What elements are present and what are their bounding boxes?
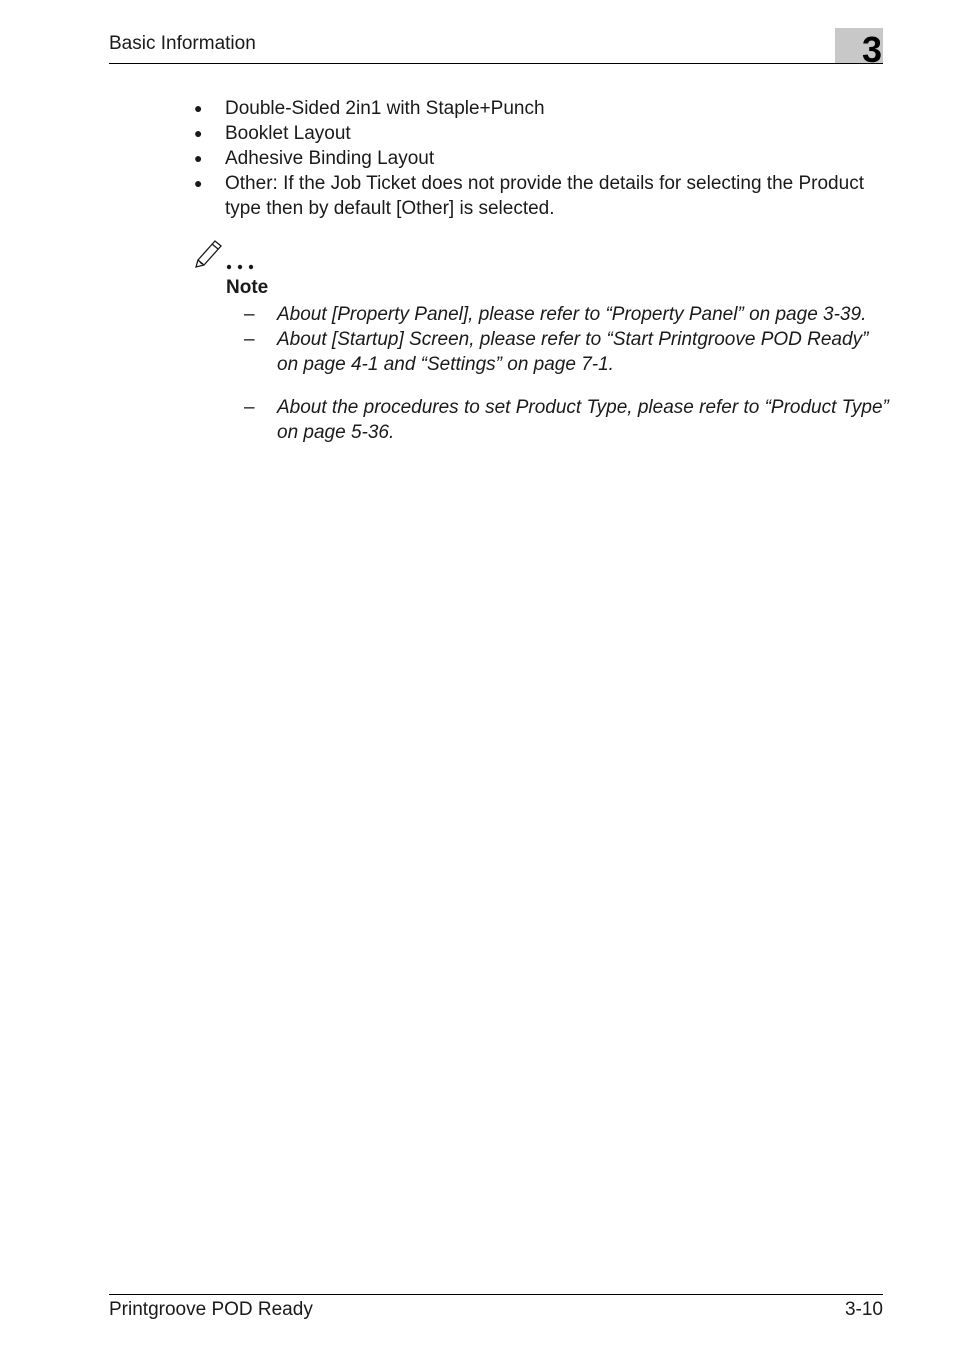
bullet-icon: ● — [194, 175, 203, 191]
note-item — [244, 302, 894, 327]
pencil-note-icon — [195, 234, 265, 274]
bullet-icon: ● — [194, 150, 203, 166]
note-item-text: About [Startup] Screen, please refer to “Start Printgroove POD Ready” on page 4-1 and “Settings” on page 7-1. — [277, 329, 869, 375]
product-name: Printgroove POD Ready — [109, 1299, 313, 1320]
bullet-icon: ● — [194, 125, 203, 141]
list-item-text: Double-Sided 2in1 with Staple+Punch — [225, 98, 545, 119]
note-item-text: About the procedures to set Product Type, please refer to “Product Type” on page 5-36. — [277, 397, 889, 443]
list-item-text: Booklet Layout — [225, 123, 351, 144]
list-item — [194, 121, 884, 146]
dash-icon: – — [244, 304, 255, 325]
note-item — [244, 327, 894, 377]
chapter-number-badge: 3 — [835, 28, 883, 63]
list-item-text: Other: If the Job Ticket does not provide the details for selecting the Product type then by default [Other] is selected. — [225, 173, 864, 219]
note-list — [244, 302, 894, 445]
page-footer — [109, 1294, 883, 1320]
note-item — [244, 395, 894, 445]
note-heading: Note — [226, 277, 269, 298]
dash-icon: – — [244, 397, 255, 418]
list-item — [194, 171, 884, 221]
section-title: Basic Information — [109, 33, 256, 54]
bullet-icon: ● — [194, 100, 203, 116]
list-item — [194, 96, 884, 121]
list-item-text: Adhesive Binding Layout — [225, 148, 435, 169]
page-number: 3-10 — [844, 1299, 883, 1320]
product-type-list — [194, 96, 884, 221]
note-item-text: About [Property Panel], please refer to “Property Panel” on page 3-39. — [277, 304, 867, 325]
dash-icon: – — [244, 329, 255, 350]
list-item — [194, 146, 884, 171]
page-header — [109, 28, 883, 70]
